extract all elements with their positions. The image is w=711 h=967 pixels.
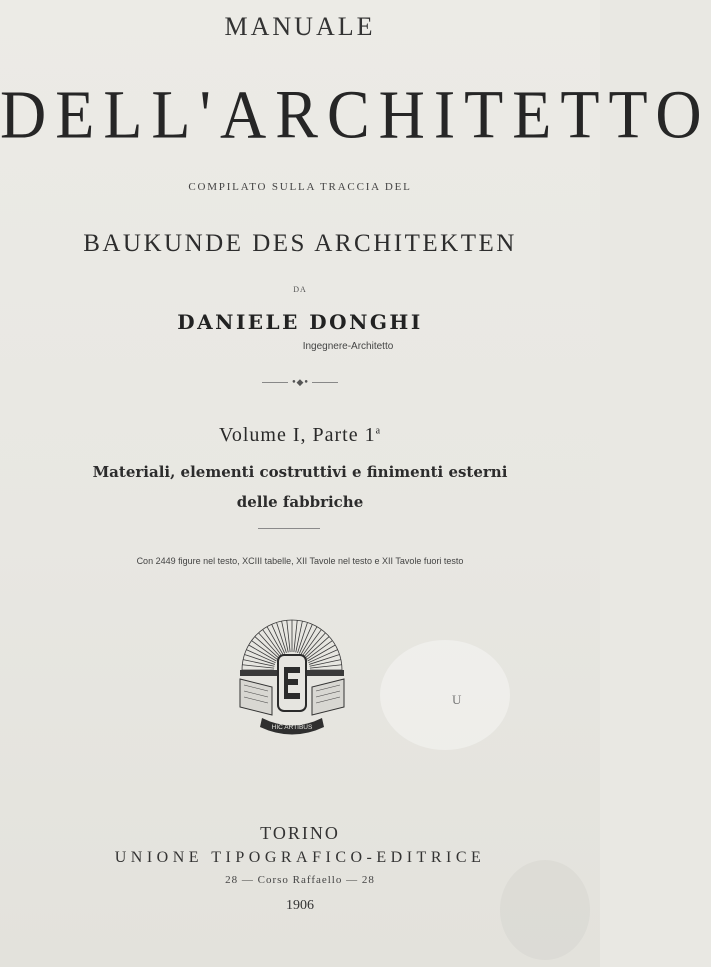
- short-rule: [258, 528, 320, 529]
- ornament-divider: •◆•: [0, 372, 600, 391]
- volume-superscript: a: [375, 425, 382, 437]
- subject-line-1: Materiali, elementi costruttivi e finimenti esterni: [92, 463, 508, 481]
- page-stain: [380, 640, 510, 750]
- subject-line-2: delle fabbriche: [236, 493, 364, 511]
- publisher: UNIONE TIPOGRAFICO-EDITRICE: [114, 849, 486, 866]
- volume-line: [0, 424, 600, 447]
- author-name: DANIELE DONGHI: [177, 310, 423, 334]
- publisher-emblem-icon: [232, 615, 352, 740]
- source-title: BAUKUNDE DES ARCHITEKTEN: [83, 230, 517, 257]
- city: TORINO: [260, 823, 340, 843]
- emblem-motto: HIC ARTIBUS: [271, 724, 313, 731]
- title-line-manuale: MANUALE: [224, 12, 376, 41]
- compiled-line: COMPILATO SULLA TRACCIA DEL: [188, 181, 412, 193]
- address: 28 — Corso Raffaello — 28: [225, 874, 375, 886]
- author-role: Ingegnere-Architetto: [302, 341, 394, 352]
- volume-text: Volume I, Parte 1: [218, 424, 376, 446]
- year: 1906: [286, 898, 314, 913]
- stray-mark: U: [452, 692, 464, 707]
- figures-note: Con 2449 figure nel testo, XCIII tabelle, XII Tavole nel testo e XII Tavole fuori testo: [136, 556, 464, 566]
- by-label: DA: [293, 285, 307, 294]
- main-title: DELL'ARCHITETTO: [0, 76, 711, 153]
